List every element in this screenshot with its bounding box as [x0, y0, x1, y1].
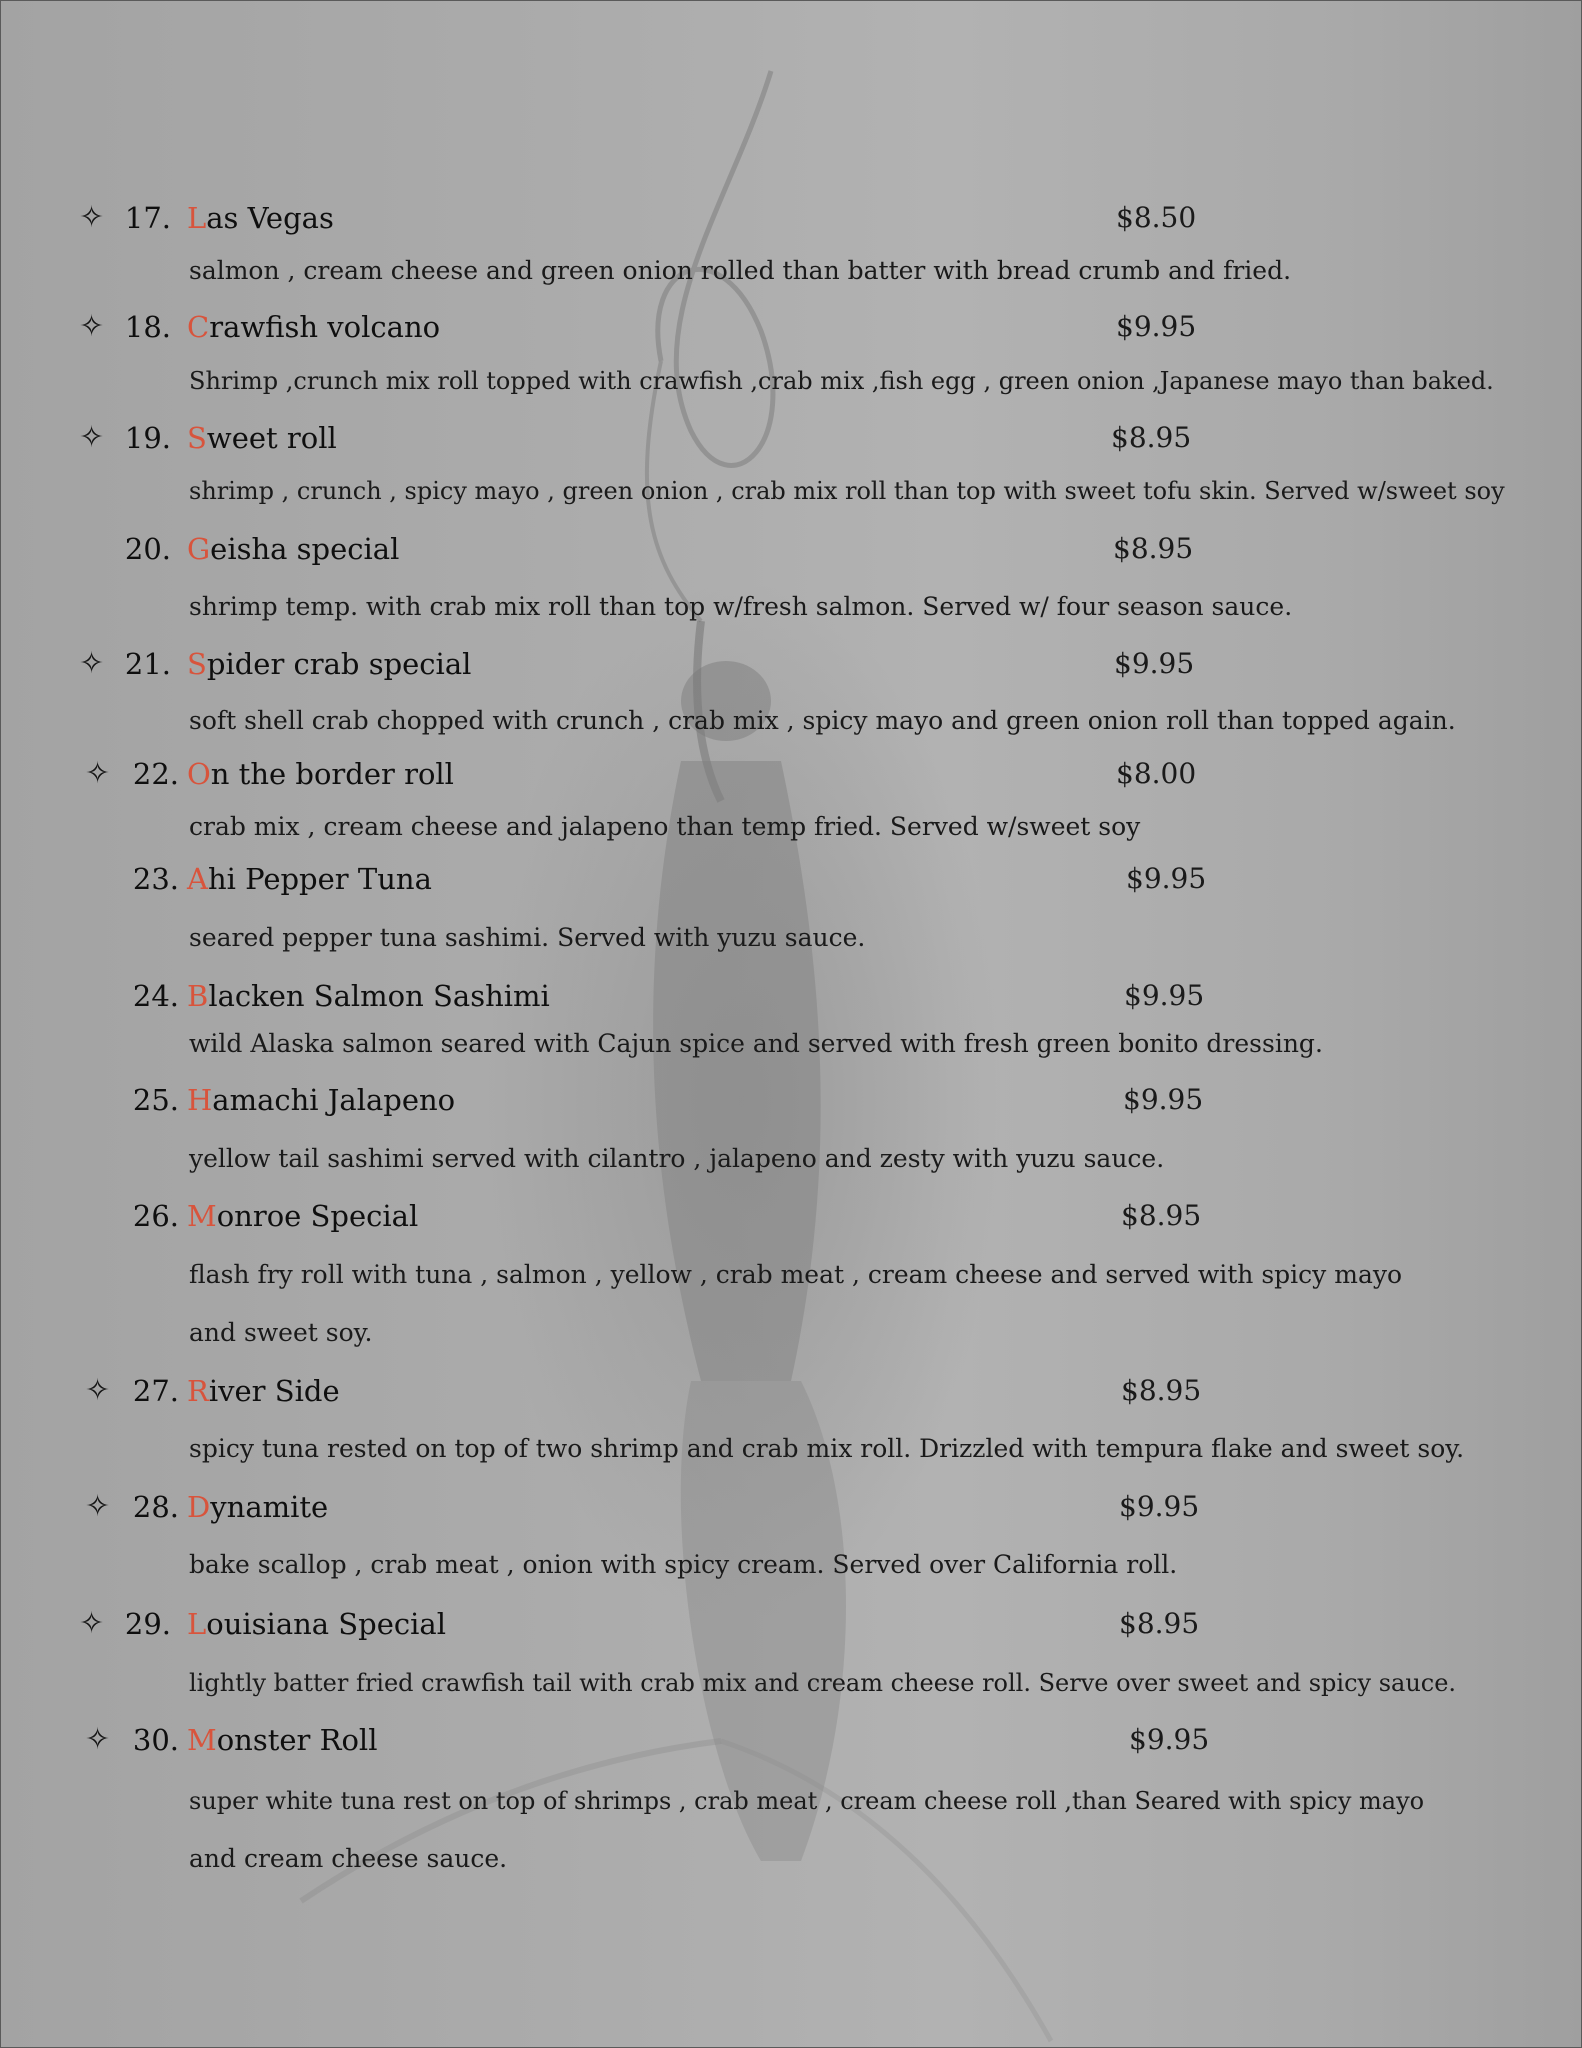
menu-item-number: 23.: [132, 862, 179, 896]
menu-item-name-rest: n the border roll: [210, 757, 454, 791]
menu-item-title-row: [1, 1604, 1581, 1644]
menu-item-initial: C: [187, 310, 210, 344]
menu-item-number: 20.: [124, 532, 171, 566]
menu-item-number: 17.: [124, 201, 171, 235]
menu-items-list: [1, 1, 1581, 2047]
menu-item-name: [187, 859, 432, 899]
four-point-star-icon: ✧: [79, 420, 105, 455]
menu-item-number: 30.: [132, 1723, 179, 1757]
menu-item-number: 28.: [132, 1490, 179, 1524]
menu-item-name-rest: iver Side: [208, 1374, 340, 1408]
menu-item-number: 27.: [132, 1374, 179, 1408]
menu-item-name: [187, 307, 440, 347]
menu-item-name-rest: pider crab special: [206, 647, 472, 681]
menu-item-price: $8.95: [1121, 1199, 1202, 1232]
four-point-star-icon: ✧: [85, 756, 111, 791]
menu-item-name-rest: rawfish volcano: [209, 310, 441, 344]
four-point-star-icon: ✧: [85, 1373, 111, 1408]
menu-item-description: shrimp , crunch , spicy mayo , green onion , crab mix roll than top with sweet tofu skin. Served w/sweet soy: [189, 477, 1505, 505]
four-point-star-icon: ✧: [79, 200, 105, 235]
menu-item-description: super white tuna rest on top of shrimps , crab meat , cream cheese roll ,than Seared with spicy mayo: [189, 1787, 1425, 1815]
menu-item-initial: L: [187, 201, 207, 235]
menu-item-name-rest: as Vegas: [206, 201, 334, 235]
menu-item-title-row: [1, 1080, 1581, 1120]
four-point-star-icon: ✧: [79, 1606, 105, 1641]
menu-item-title-row: [1, 1720, 1581, 1760]
menu-item-name-rest: lacken Salmon Sashimi: [208, 979, 550, 1013]
menu-item-initial: D: [187, 1490, 211, 1524]
menu-item-number: 25.: [132, 1083, 179, 1117]
menu-item-initial: B: [187, 979, 209, 1013]
menu-item-initial: A: [187, 862, 208, 896]
menu-item-price: $9.95: [1119, 1490, 1200, 1523]
menu-item-price: $9.95: [1116, 310, 1197, 343]
menu-item-number: 21.: [124, 647, 171, 681]
menu-item-description: shrimp temp. with crab mix roll than top w/fresh salmon. Served w/ four season sauce.: [189, 592, 1293, 621]
menu-item-price: $8.50: [1116, 201, 1197, 234]
menu-item-title-row: [1, 529, 1581, 569]
menu-item-name: [187, 1080, 455, 1120]
menu-item-price: $9.95: [1126, 862, 1207, 895]
menu-item-title-row: [1, 644, 1581, 684]
menu-item-number: 29.: [124, 1607, 171, 1641]
menu-item-name: [187, 644, 471, 684]
menu-item-price: $8.95: [1111, 421, 1192, 454]
menu-item-name: [187, 1487, 328, 1527]
four-point-star-icon: ✧: [79, 309, 105, 344]
menu-item-name: [187, 976, 550, 1016]
menu-item-description: bake scallop , crab meat , onion with spicy cream. Served over California roll.: [189, 1550, 1178, 1579]
menu-item-number: 24.: [132, 979, 179, 1013]
menu-item-initial: R: [187, 1374, 209, 1408]
menu-item-price: $8.00: [1116, 757, 1197, 790]
menu-item-name: [187, 529, 399, 569]
menu-item-name-rest: ouisiana Special: [206, 1607, 446, 1641]
menu-item-name-rest: onroe Special: [216, 1199, 419, 1233]
menu-item-name-rest: ynamite: [210, 1490, 329, 1524]
menu-item-title-row: [1, 307, 1581, 347]
menu-item-description: and cream cheese sauce.: [189, 1844, 508, 1873]
menu-item-name-rest: weet roll: [206, 421, 337, 455]
menu-item-name: [187, 1196, 418, 1236]
four-point-star-icon: ✧: [79, 646, 105, 681]
menu-item-initial: H: [187, 1083, 213, 1117]
menu-item-description: spicy tuna rested on top of two shrimp and crab mix roll. Drizzled with tempura flake and sweet soy.: [189, 1434, 1465, 1463]
menu-item-name-rest: onster Roll: [216, 1723, 378, 1757]
menu-item-description: Shrimp ,crunch mix roll topped with crawfish ,crab mix ,fish egg , green onion ,Japanese mayo than baked.: [189, 367, 1494, 395]
menu-item-name: [187, 198, 334, 238]
menu-item-initial: G: [187, 532, 211, 566]
four-point-star-icon: ✧: [85, 1722, 111, 1757]
menu-item-initial: M: [187, 1723, 217, 1757]
menu-item-number: 18.: [124, 310, 171, 344]
menu-item-title-row: [1, 976, 1581, 1016]
menu-item-title-row: [1, 859, 1581, 899]
menu-item-number: 26.: [132, 1199, 179, 1233]
menu-item-name-rest: hi Pepper Tuna: [207, 862, 432, 896]
menu-item-name: [187, 754, 454, 794]
menu-item-description: crab mix , cream cheese and jalapeno than temp fried. Served w/sweet soy: [189, 812, 1141, 841]
menu-item-number: 19.: [124, 421, 171, 455]
menu-item-initial: S: [187, 421, 207, 455]
menu-item-title-row: [1, 198, 1581, 238]
menu-item-title-row: [1, 754, 1581, 794]
menu-item-number: 22.: [132, 757, 179, 791]
menu-item-initial: S: [187, 647, 207, 681]
four-point-star-icon: ✧: [85, 1489, 111, 1524]
menu-item-description: soft shell crab chopped with crunch , crab mix , spicy mayo and green onion roll than topped again.: [189, 706, 1456, 735]
menu-item-description: yellow tail sashimi served with cilantro , jalapeno and zesty with yuzu sauce.: [189, 1144, 1165, 1173]
menu-item-title-row: [1, 1371, 1581, 1411]
menu-item-name: [187, 1604, 446, 1644]
menu-item-price: $8.95: [1121, 1374, 1202, 1407]
menu-item-title-row: [1, 418, 1581, 458]
menu-item-title-row: [1, 1196, 1581, 1236]
menu-item-name: [187, 418, 337, 458]
menu-item-price: $9.95: [1114, 647, 1195, 680]
menu-item-title-row: [1, 1487, 1581, 1527]
menu-item-description: flash fry roll with tuna , salmon , yellow , crab meat , cream cheese and served with spicy mayo: [189, 1260, 1403, 1289]
menu-item-price: $8.95: [1113, 532, 1194, 565]
menu-item-price: $8.95: [1119, 1607, 1200, 1640]
menu-item-description: and sweet soy.: [189, 1318, 373, 1347]
menu-item-price: $9.95: [1129, 1723, 1210, 1756]
menu-item-description: salmon , cream cheese and green onion rolled than batter with bread crumb and fried.: [189, 256, 1292, 285]
menu-item-description: lightly batter fried crawfish tail with crab mix and cream cheese roll. Serve over sweet and spicy sauce.: [189, 1669, 1457, 1697]
menu-item-name-rest: eisha special: [210, 532, 400, 566]
menu-item-price: $9.95: [1124, 979, 1205, 1012]
menu-item-name-rest: amachi Jalapeno: [212, 1083, 456, 1117]
menu-item-description: seared pepper tuna sashimi. Served with yuzu sauce.: [189, 923, 866, 952]
menu-item-initial: M: [187, 1199, 217, 1233]
menu-item-initial: L: [187, 1607, 207, 1641]
menu-item-initial: O: [187, 757, 211, 791]
menu-item-price: $9.95: [1123, 1083, 1204, 1116]
menu-item-name: [187, 1720, 377, 1760]
menu-item-name: [187, 1371, 340, 1411]
menu-item-description: wild Alaska salmon seared with Cajun spice and served with fresh green bonito dressing.: [189, 1029, 1323, 1058]
